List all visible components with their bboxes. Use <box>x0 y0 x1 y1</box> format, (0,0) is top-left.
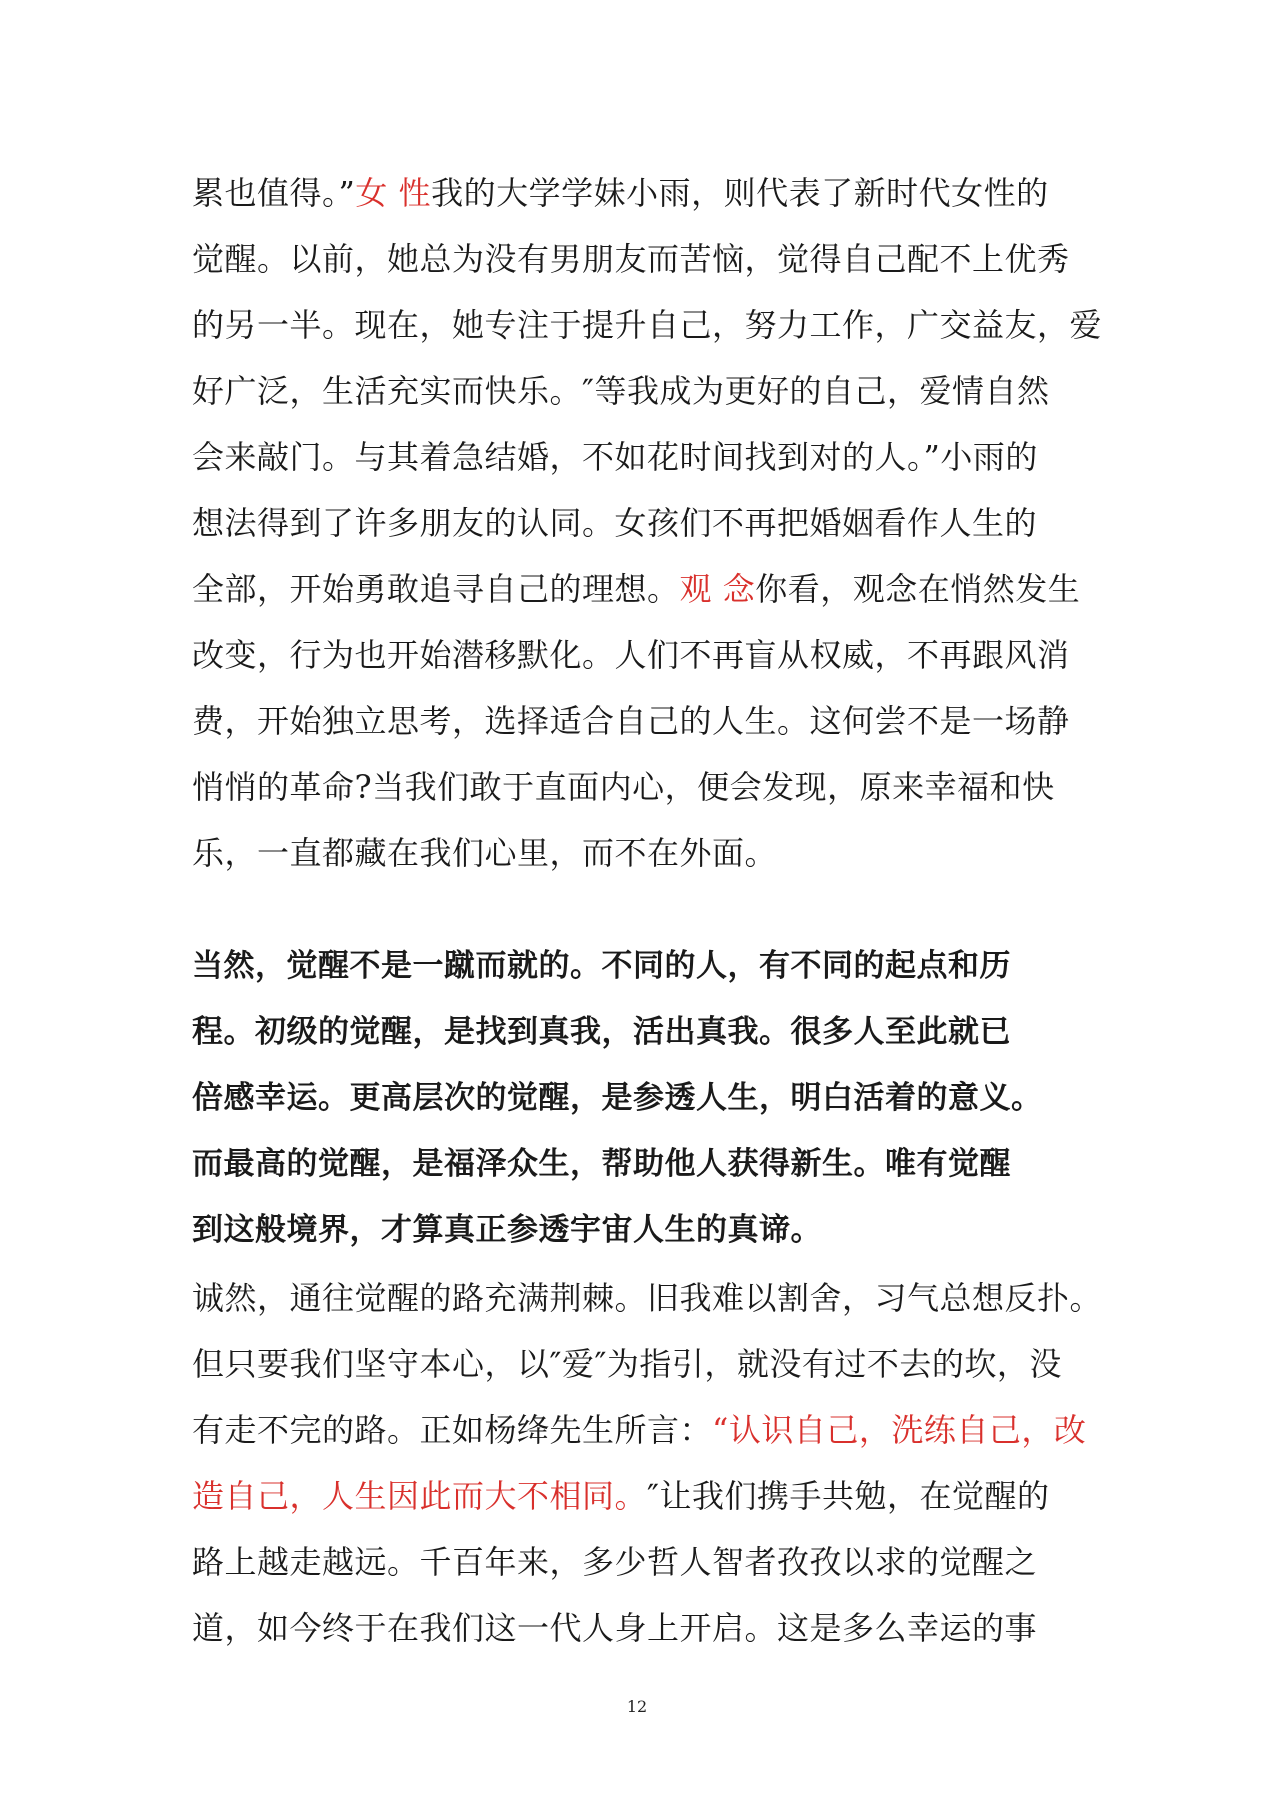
text-line <box>192 556 1092 622</box>
text-line <box>192 358 1092 424</box>
text-segment: 路上越走越远。千百年来，多少哲人智者孜孜以求的觉醒之 <box>192 1543 1038 1581</box>
text-segment: 有走不完的路。正如杨绛先生所言： <box>192 1411 713 1449</box>
paragraph-2 <box>192 933 1092 1263</box>
text-segment: 累也值得。” <box>192 174 356 212</box>
text-segment: 会来敲门。与其着急结婚，不如花时间找到对的人。”小雨的 <box>192 438 1038 476</box>
text-line <box>192 424 1092 490</box>
highlighted-text: “认识自己，洗练自己，改 <box>712 1411 1087 1449</box>
text-segment: 想法得到了许多朋友的认同。女孩们不再把婚姻看作人生的 <box>192 504 1038 542</box>
text-segment: 但只要我们坚守本心，以″爱″为指引，就没有过不去的坎，没 <box>192 1345 1062 1383</box>
text-line <box>192 933 1092 999</box>
text-segment: 到这般境界，才算真正参透宇宙人生的真谛。 <box>192 1212 822 1248</box>
text-line <box>192 1331 1092 1397</box>
text-segment: 乐，一直都藏在我们心里，而不在外面。 <box>192 834 778 872</box>
highlighted-text: 观 念 <box>679 570 756 608</box>
text-line <box>192 226 1092 292</box>
text-segment: 的另一半。现在，她专注于提升自己，努力工作，广交益友，爱 <box>192 306 1103 344</box>
highlighted-text: 造自己，人生因此而大不相同。 <box>192 1477 648 1515</box>
text-segment: 觉醒。以前，她总为没有男朋友而苦恼，觉得自己配不上优秀 <box>192 240 1070 278</box>
highlighted-text: 女 性 <box>355 174 432 212</box>
text-segment: 全部，开始勇敢追寻自己的理想。 <box>192 570 680 608</box>
text-segment: 改变，行为也开始潜移默化。人们不再盲从权威，不再跟风消 <box>192 636 1070 674</box>
text-line <box>192 1197 1092 1263</box>
text-line <box>192 1131 1092 1197</box>
text-line <box>192 1265 1103 1331</box>
text-segment: 好广泛，生活充实而快乐。″等我成为更好的自己，爱情自然 <box>192 372 1050 410</box>
text-segment: 而最高的觉醒，是福泽众生，帮助他人获得新生。唯有觉醒 <box>192 1146 1011 1182</box>
text-line <box>192 622 1092 688</box>
text-line <box>192 688 1092 754</box>
text-line <box>192 160 1092 226</box>
paragraph-1 <box>192 160 1103 886</box>
text-line <box>192 754 1092 820</box>
text-line <box>192 490 1092 556</box>
text-segment: 我的大学学妹小雨，则代表了新时代女性的 <box>431 174 1049 212</box>
text-segment: 费，开始独立思考，选择适合自己的人生。这何尝不是一场静 <box>192 702 1070 740</box>
text-segment: 悄悄的革命?当我们敢于直面内心，便会发现，原来幸福和快 <box>192 768 1055 806</box>
text-line <box>192 1065 1092 1131</box>
text-segment: 程。初级的觉醒，是找到真我，活出真我。很多人至此就已 <box>192 1014 1011 1050</box>
text-segment: 你看，观念在悄然发生 <box>755 570 1081 608</box>
text-line <box>192 1397 1092 1463</box>
text-segment: 倍感幸运。更高层次的觉醒，是参透人生，明白活着的意义。 <box>192 1080 1043 1116</box>
text-line <box>192 1529 1092 1595</box>
paragraph-3 <box>192 1265 1103 1661</box>
text-segment: ″让我们携手共勉，在觉醒的 <box>647 1477 1050 1515</box>
text-line <box>192 1463 1092 1529</box>
text-line <box>192 820 1092 886</box>
text-segment: 道，如今终于在我们这一代人身上开启。这是多么幸运的事 <box>192 1609 1038 1647</box>
text-line <box>192 1595 1092 1661</box>
text-segment: 当然，觉醒不是一蹴而就的。不同的人，有不同的起点和历 <box>192 948 1011 984</box>
page-number: 12 <box>626 1697 648 1716</box>
text-line <box>192 999 1092 1065</box>
text-segment: 诚然，通往觉醒的路充满荆棘。旧我难以割舍，习气总想反扑。 <box>192 1279 1103 1317</box>
text-line <box>192 292 1103 358</box>
